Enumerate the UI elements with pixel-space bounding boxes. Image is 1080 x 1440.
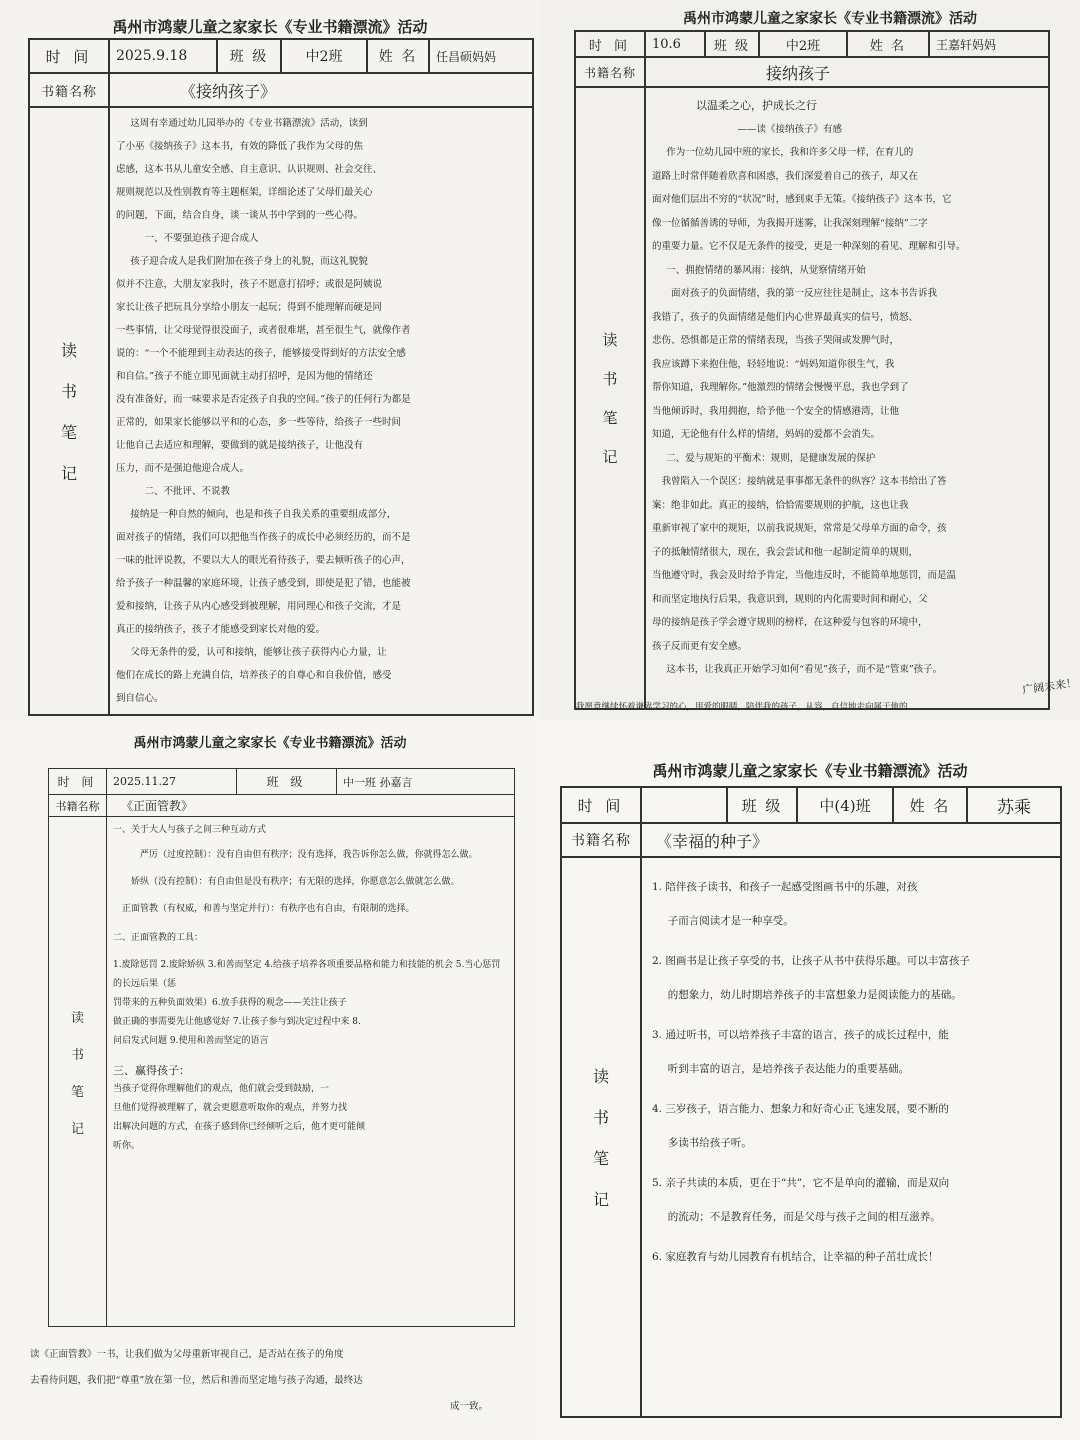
note-line: 的流动；不是教育任务，而是父母与孩子之间的相互滋养。 (667, 1211, 941, 1223)
note-line: 到自信心。 (116, 693, 164, 704)
time-label: 时 间 (561, 787, 641, 823)
name-value: 苏乘 (967, 787, 1061, 823)
notes-label-char: 读 (60, 341, 77, 360)
note-line: 作为一位幼儿园中班的家长，我和许多父母一样，在育儿的 (666, 147, 914, 158)
note-line: 和自信。”孩子不能立即见面就主动打招呼，是因为他的情绪还 (116, 371, 373, 382)
class-value: 中2班 (759, 31, 847, 57)
book-label: 书籍名称 (575, 57, 645, 87)
note-line: 当他遵守时，我会及时给予肯定，当他违反时，不能简单地惩罚，而是温 (652, 570, 957, 581)
note-line: 虑感，这本书从儿童安全感、自主意识、认识规则、社会交往、 (116, 164, 383, 175)
notes-label-char: 笔 (70, 1084, 84, 1100)
note-line: 1. 陪伴孩子读书，和孩子一起感受图画书中的乐趣，对孩 (652, 881, 918, 893)
note-line: 孩子反而更有安全感。 (652, 640, 748, 652)
sheet-4 (540, 720, 1080, 1440)
note-line: 面对孩子的情绪，我们可以把他当作孩子的成长中必须经历的，而不是 (116, 532, 411, 543)
note-line: 二、爱与规矩的平衡术：规则，是健康发展的保护 (666, 452, 876, 464)
note-line: 我错了，孩子的负面情绪是他们内心世界最真实的信号，愤怒、 (652, 311, 919, 323)
name-label: 姓 名 (847, 31, 929, 57)
note-line: 这周有幸通过幼儿园举办的《专业书籍漂流》活动，读到 (130, 118, 368, 129)
class-value: 中一班 孙嘉言 (337, 769, 515, 795)
book-value: 《幸福的种子》 (641, 823, 1061, 857)
name-label: 姓 名 (893, 787, 967, 823)
note-line: 一些事情，让父母觉得很没面子，或者很难堪，甚至很生气，就像作者 (116, 325, 411, 336)
note-line: 说的：“一个不能理到主动表达的孩子，能够接受得到好的方法安全感 (116, 348, 406, 359)
sheet-title: 禹州市鸿蒙儿童之家家长《专业书籍漂流》活动 (112, 18, 428, 36)
note-line: 做正确的事需要先让他感觉好 7.让孩子参与到决定过程中来 8. (113, 1017, 361, 1027)
name-label: 姓 名 (367, 39, 429, 73)
sheet-2 (540, 0, 1080, 720)
note-line: 娇纵（没有控制）：有自由但是没有秩序；有无限的选择，你愿意怎么做就怎么做。 (131, 877, 460, 887)
class-label: 班 级 (705, 31, 759, 57)
note-line: 多读书给孩子听。 (667, 1137, 752, 1149)
summary-line: 读《正面管教》一书，让我们做为父母重新审视自己，是否站在孩子的角度 (30, 1349, 344, 1360)
notes-label-char: 书 (602, 370, 618, 388)
name-value: 王嘉轩妈妈 (929, 31, 1049, 57)
notes-label-char: 书 (70, 1047, 84, 1063)
note-line: 二、不批评、不说教 (144, 486, 231, 497)
notes-label-char: 笔 (602, 409, 618, 427)
note-line: 他们在成长的路上充满自信，培养孩子的自尊心和自我价值，感受 (116, 670, 392, 681)
book-value: 接纳孩子 (645, 57, 1049, 87)
reading-notes (107, 817, 515, 1327)
note-line: 知道，无论他有什么样的情绪，妈妈的爱都不会消失。 (652, 429, 881, 440)
sheet-1 (0, 0, 540, 720)
reading-form (560, 786, 1062, 1418)
note-line: 面对他们层出不穷的“状况”时，感到束手无策。《接纳孩子》这本书，它 (652, 194, 952, 205)
note-line: 严厉（过度控制）：没有自由但有秩序；没有选择，我告诉你怎么做，你就得怎么做。 (140, 850, 478, 860)
note-line: 二、正面管教的工具： (113, 933, 204, 943)
note-line: 2. 图画书是让孩子享受的书，让孩子从书中获得乐趣。可以丰富孩子 (652, 955, 970, 967)
note-line: 的问题，下面，结合自身，谈一谈从书中学到的一些心得。 (116, 210, 364, 221)
note-line: 正常的，如果家长能够以平和的心态，多一些等待，给孩子一些时间 (116, 417, 402, 428)
note-line: 的想象力，幼儿时期培养孩子的丰富想象力是阅读能力的基础。 (667, 989, 962, 1001)
note-line: 我应该蹲下来抱住他，轻轻地说：“妈妈知道你很生气，我 (652, 358, 895, 370)
note-line: 正面管教（有权威，和善与坚定并行）：有秩序也有自由，有限制的选择。 (122, 904, 415, 914)
note-line: 1.废除惩罚 2.废除娇纵 3.和善而坚定 4.给孩子培养各项重要品格和能力和技能的机会 5.当心惩罚的长远后果（惩 (113, 960, 501, 989)
note-line: 母的接纳是孩子学会遵守规则的榜样，在这种爱与包容的环境中， (652, 617, 928, 628)
note-line: 子而言阅读才是一种享受。 (667, 915, 794, 927)
note-line: 面对孩子的负面情绪，我的第一反应往往是制止，这本书告诉我 (671, 288, 938, 299)
note-line: 旦他们觉得被理解了，就会更愿意听取你的观点，并努力找 (113, 1103, 348, 1113)
sheet-title: 禹州市鸿蒙儿童之家家长《专业书籍漂流》活动 (683, 11, 977, 27)
note-line: 接纳是一种自然的倾向，也是和孩子自我关系的重要组成部分， (130, 509, 397, 520)
note-line: 听你。 (113, 1141, 141, 1151)
sheet-title: 禹州市鸿蒙儿童之家家长《专业书籍漂流》活动 (133, 736, 407, 751)
book-label: 书籍名称 (49, 795, 107, 817)
book-label: 书籍名称 (29, 73, 109, 107)
note-line: 3. 通过听书，可以培养孩子丰富的语言，孩子的成长过程中，能 (652, 1029, 949, 1041)
note-line: 悲伤、恐惧都是正常的情绪表现，当孩子哭闹或发脾气时， (652, 335, 900, 346)
note-line: 压力，而不是强迫他迎合成人。 (116, 463, 250, 474)
note-line: 当他倾诉时，我用拥抱，给予他一个安全的情感港湾，让他 (652, 405, 900, 417)
note-line: 给予孩子一种温馨的家庭环境，让孩子感受到，即使是犯了错，也能被 (116, 578, 411, 589)
class-label: 班 级 (237, 769, 337, 795)
reading-form (48, 768, 515, 1327)
summary-line: 成一致。 (450, 1401, 489, 1412)
note-line: 罚带来的五种负面效果）6.放手获得的观念——关注让孩子 (113, 998, 347, 1008)
summary-line: 去看待问题，我们把“尊重”放在第一位，然后和善而坚定地与孩子沟通，最终达 (30, 1375, 363, 1386)
note-line: 一、不要强迫孩子迎合成人 (144, 233, 259, 244)
reading-notes (645, 87, 1049, 709)
note-line: 和而坚定地执行后果，我意识到，规则的内化需要时间和耐心，父 (652, 593, 928, 605)
note-line: 爱和接纳，让孩子从内心感受到被理解，用同理心和孩子交流，才是 (116, 601, 402, 612)
class-value: 中(4)班 (797, 787, 893, 823)
note-line: 一、关于大人与孩子之间三种互动方式 (113, 825, 267, 835)
time-label: 时 间 (29, 39, 109, 73)
note-line: 听到丰富的语言，是培养孩子表达能力的重要基础。 (667, 1063, 910, 1075)
time-label: 时 间 (49, 769, 107, 795)
notes-label-char: 记 (70, 1121, 84, 1137)
book-label: 书籍名称 (561, 823, 641, 857)
notes-label-char: 记 (60, 464, 77, 483)
note-line: 似并不注意，大朋友家我时，孩子不愿意打招呼；或很是阿姨说 (116, 279, 383, 290)
notes-label (561, 857, 641, 1417)
note-line: 我曾陷入一个误区：接纳就是事事都无条件的纵容？这本书给出了答 (661, 476, 947, 487)
note-line: 5. 亲子共读的本质，更在于“共”，它不是单向的灌输，而是双向 (652, 1177, 950, 1189)
book-value: 《正面管教》 (107, 795, 515, 817)
note-line: 一味的批评说教，不要以大人的眼光看待孩子，要去倾听孩子的心声， (116, 555, 411, 566)
summary-text (30, 1342, 530, 1420)
notes-label-char: 记 (602, 448, 618, 466)
note-line: 6. 家庭教育与幼儿园教育有机结合，让幸福的种子茁壮成长！ (652, 1251, 939, 1263)
notes-label (575, 87, 645, 709)
note-line: 帮你知道，我理解你。”他激烈的情绪会慢慢平息，我也学到了 (652, 382, 909, 393)
note-line: 一、拥抱情绪的暴风雨：接纳，从觉察情绪开始 (666, 264, 866, 276)
notes-label-char: 读 (70, 1010, 84, 1026)
notes-label-char: 读 (602, 331, 618, 349)
note-line: 问启发式问题 9.使用和善而坚定的语言 (113, 1036, 269, 1046)
note-line: 孩子迎合成人是我们附加在孩子身上的礼貌，而这礼貌貌 (130, 256, 368, 267)
note-line: 子的抵触情绪很大，现在，我会尝试和他一起制定简单的规则， (652, 546, 919, 558)
reading-form (574, 30, 1050, 710)
note-line: 父母无条件的爱，认可和接纳，能够让孩子获得内心力量，让 (130, 647, 387, 658)
sheet-3 (0, 720, 540, 1440)
note-line: 像一位循循善诱的导师，为我揭开迷雾，让我深刻理解“接纳”二字 (652, 217, 928, 229)
note-line: 这本书，让我真正开始学习如何“看见”孩子，而不是“管束”孩子。 (666, 664, 943, 675)
note-line: 当孩子觉得你理解他们的观点，他们就会受到鼓励，一 (113, 1084, 330, 1094)
time-value: 2025.9.18 (109, 39, 217, 73)
notes-label-char: 书 (592, 1108, 609, 1127)
time-value: 2025.11.27 (107, 769, 237, 795)
reading-notes (109, 107, 533, 715)
note-line: 了小巫《接纳孩子》这本书，有效的降低了我作为父母的焦 (116, 141, 364, 152)
overflow-line: 我愿意继续怀着谦卑学习的心，用爱的眼睛，陪伴我的孩子，从容，自信地走向属于他的 (576, 702, 908, 712)
note-line: 重新审视了家中的规矩，以前我说规矩，常常是父母单方面的命令，孩 (652, 523, 947, 534)
reading-notes (641, 857, 1061, 1417)
notes-label-char: 记 (592, 1190, 609, 1209)
book-value: 《接纳孩子》 (109, 73, 533, 107)
class-label: 班 级 (217, 39, 281, 73)
name-value: 任昌硕妈妈 (429, 39, 533, 73)
note-line: 道路上时常伴随着欣喜和困惑，我们深爱着自己的孩子，却又在 (652, 170, 919, 182)
note-line: 真正的接纳孩子，孩子才能感受到家长对他的爱。 (116, 624, 326, 635)
note-line: 出解决问题的方式，在孩子感到你已经倾听之后，他才更可能倾 (113, 1122, 366, 1132)
sheet-title: 禹州市鸿蒙儿童之家家长《专业书籍漂流》活动 (652, 762, 968, 780)
note-line: 的重要力量。它不仅是无条件的接受，更是一种深刻的看见、理解和引导。 (652, 241, 966, 252)
note-line: 4. 三岁孩子，语言能力、想象力和好奇心正飞速发展，要不断的 (652, 1103, 949, 1115)
note-line: 以温柔之心，护成长之行 (696, 99, 817, 112)
class-value: 中2班 (281, 39, 367, 73)
note-line: ——读《接纳孩子》有感 (737, 123, 843, 135)
notes-label-char: 笔 (592, 1149, 609, 1168)
time-value (641, 787, 727, 823)
note-line: 三、赢得孩子： (113, 1064, 190, 1077)
note-line: 没有准备好，而一味要求是否定孩子自我的空间。”孩子的任何行为都是 (116, 394, 411, 405)
class-label: 班 级 (727, 787, 797, 823)
time-value: 10.6 (645, 31, 705, 57)
notes-label (49, 817, 107, 1327)
time-label: 时 间 (575, 31, 645, 57)
note-line: 让他自己去适应和理解，要做到的就是接纳孩子，让他没有 (116, 440, 364, 451)
note-line: 规则规范以及性别教育等主题框架，详细论述了父母们最关心 (116, 187, 373, 198)
reading-form (28, 38, 534, 716)
notes-label-char: 读 (592, 1067, 609, 1086)
note-line: 家长让孩子把玩具分享给小朋友一起玩；得到不能理解而硬是同 (116, 302, 383, 313)
notes-label-char: 书 (60, 382, 77, 401)
notes-label (29, 107, 109, 715)
notes-label-char: 笔 (60, 423, 77, 442)
note-line: 案：绝非如此。真正的接纳，恰恰需要规则的护航，这也让我 (652, 499, 909, 511)
margin-note: 广阔未来！ (1021, 676, 1078, 697)
